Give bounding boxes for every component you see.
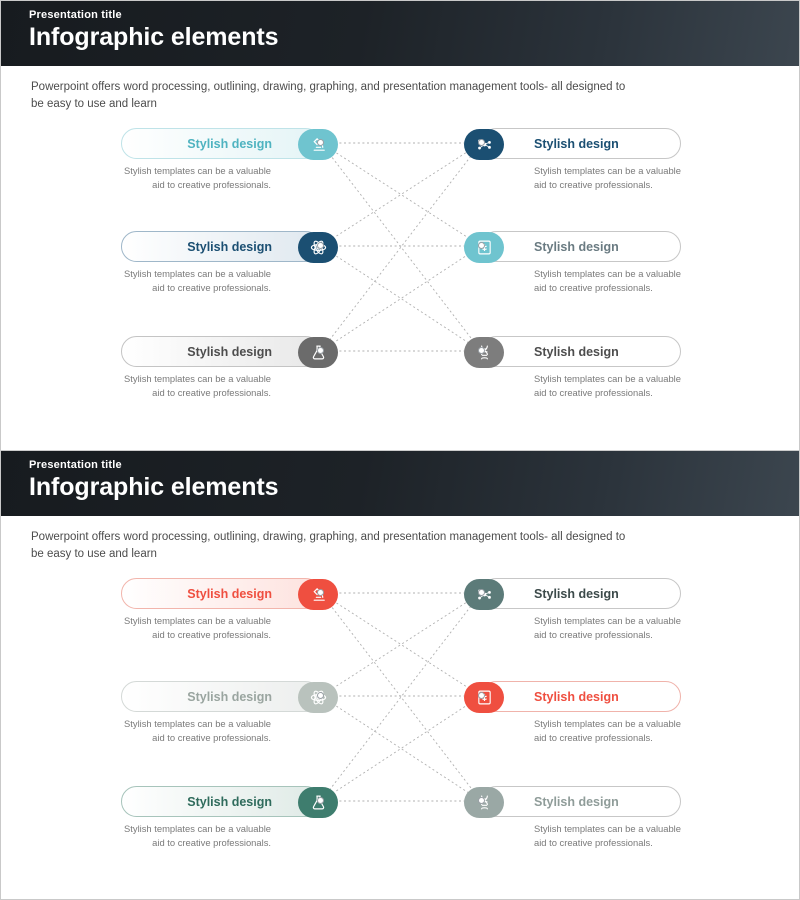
slide-2-subtitle: Powerpoint offers word processing, outlining, drawing, graphing, and presentation management tools- all designed to be easy to use and learn	[31, 531, 626, 560]
connector-lines	[1, 566, 800, 866]
node-right-3-label: Stylish design	[534, 794, 619, 809]
node-right-3-desc: Stylish templates can be a valuable aid to creative professionals.	[534, 823, 681, 848]
node-left-3-label: Stylish design	[187, 794, 272, 809]
connector-lines	[1, 116, 800, 416]
node-left-1-desc: Stylish templates can be a valuable aid to creative professionals.	[124, 165, 271, 190]
presentation-kicker: Presentation title	[29, 9, 122, 21]
node-left-2[interactable]	[121, 681, 321, 712]
node-left-2[interactable]	[121, 231, 321, 262]
node-right-3-desc: Stylish templates can be a valuable aid to creative professionals.	[534, 373, 681, 398]
node-right-2-desc: Stylish templates can be a valuable aid to creative professionals.	[534, 718, 681, 743]
node-right-3[interactable]	[481, 786, 681, 817]
node-right-3-label: Stylish design	[534, 344, 619, 359]
node-left-1-desc: Stylish templates can be a valuable aid to creative professionals.	[124, 615, 271, 640]
slide-1-diagram	[1, 116, 800, 416]
slide-1	[1, 1, 800, 450]
node-right-2[interactable]	[481, 231, 681, 262]
node-left-3-desc: Stylish templates can be a valuable aid to creative professionals.	[124, 823, 271, 848]
node-right-1[interactable]	[481, 578, 681, 609]
page-title: Infographic elements	[29, 23, 279, 51]
node-right-1-desc: Stylish templates can be a valuable aid to creative professionals.	[534, 615, 681, 640]
node-left-3[interactable]	[121, 336, 321, 367]
node-right-2[interactable]	[481, 681, 681, 712]
node-left-1[interactable]	[121, 578, 321, 609]
node-right-2-label: Stylish design	[534, 239, 619, 254]
node-left-2-desc: Stylish templates can be a valuable aid to creative professionals.	[124, 268, 271, 293]
node-left-2-label: Stylish design	[187, 689, 272, 704]
node-left-2-desc: Stylish templates can be a valuable aid to creative professionals.	[124, 718, 271, 743]
node-left-3[interactable]	[121, 786, 321, 817]
node-right-1-desc: Stylish templates can be a valuable aid to creative professionals.	[534, 165, 681, 190]
node-left-2-label: Stylish design	[187, 239, 272, 254]
slide-1-subtitle: Powerpoint offers word processing, outlining, drawing, graphing, and presentation management tools- all designed to be easy to use and learn	[31, 81, 626, 110]
node-right-1-label: Stylish design	[534, 136, 619, 151]
page-title: Infographic elements	[29, 473, 279, 501]
node-left-3-desc: Stylish templates can be a valuable aid to creative professionals.	[124, 373, 271, 398]
node-right-3[interactable]	[481, 336, 681, 367]
node-left-1-label: Stylish design	[187, 136, 272, 151]
node-left-1-label: Stylish design	[187, 586, 272, 601]
node-right-2-desc: Stylish templates can be a valuable aid to creative professionals.	[534, 268, 681, 293]
slide-2	[1, 450, 800, 899]
node-right-1-label: Stylish design	[534, 586, 619, 601]
node-left-3-label: Stylish design	[187, 344, 272, 359]
slide-1-header	[1, 1, 800, 66]
slide-2-header	[1, 451, 800, 516]
node-right-2-label: Stylish design	[534, 689, 619, 704]
node-left-1[interactable]	[121, 128, 321, 159]
node-right-1[interactable]	[481, 128, 681, 159]
slide-2-diagram	[1, 566, 800, 866]
presentation-kicker: Presentation title	[29, 459, 122, 471]
